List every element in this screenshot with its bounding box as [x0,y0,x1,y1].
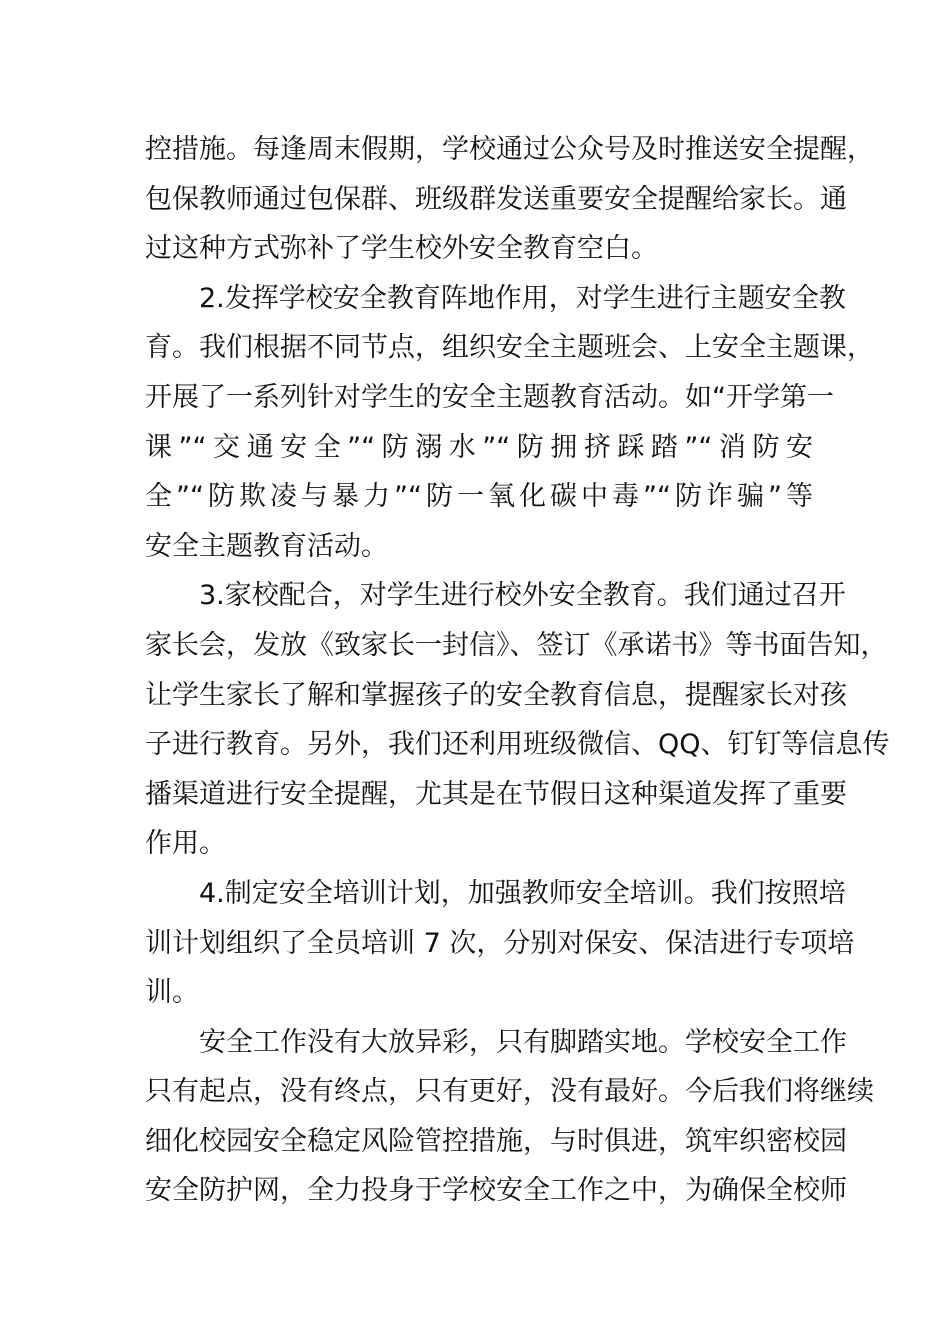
text-line: 全”“防欺凌与暴力”“防一氧化碳中毒”“防诈骗”等 [145,481,813,513]
text-line: 播渠道进行安全提醒，尤其是在节假日这种渠道发挥了重要 [145,778,847,810]
text-line: 控措施。每逢周末假期，学校通过公众号及时推送安全提醒， [145,134,874,165]
text-line: 开展了一系列针对学生的安全主题教育活动。如“开学第一 [145,381,834,413]
text-line: 让学生家长了解和掌握孩子的安全教育信息，提醒家长对孩 [145,679,847,711]
text-line: 家长会，发放《致家长一封信》、签订《承诺书》等书面告知， [145,629,888,661]
document-body [145,125,890,1216]
text-line: 训。 [145,977,199,1009]
text-line: 作用。 [145,828,226,860]
text-line: 3.家校配合，对学生进行校外安全教育。我们通过召开 [199,580,846,612]
text-line: 课”“交通安全”“防溺水”“防拥挤踩踏”“消防安 [145,431,813,463]
text-line: 训计划组织了全员培训 7 次，分别对保安、保洁进行专项培 [145,927,855,959]
text-line: 包保教师通过包保群、班级群发送重要安全提醒给家长。通 [145,183,847,215]
text-line: 安全工作没有大放异彩，只有脚踏实地。学校安全工作 [199,1026,847,1058]
text-line: 细化校园安全稳定风险管控措施，与时俱进，筑牢织密校园 [145,1125,847,1157]
text-line: 子进行教育。另外，我们还利用班级微信、QQ、钉钉等信息传 [145,729,890,761]
text-line: 安全防护网，全力投身于学校安全工作之中，为确保全校师 [145,1175,847,1207]
text-line: 2.发挥学校安全教育阵地作用，对学生进行主题安全教 [199,282,846,314]
text-line: 4.制定安全培训计划，加强教师安全培训。我们按照培 [199,877,846,909]
text-line: 育。我们根据不同节点，组织安全主题班会、上安全主题课， [145,332,874,364]
text-line: 安全主题教育活动。 [145,530,388,562]
text-line: 只有起点，没有终点，只有更好，没有最好。今后我们将继续 [145,1076,874,1108]
text-line: 过这种方式弥补了学生校外安全教育空白。 [145,233,658,265]
